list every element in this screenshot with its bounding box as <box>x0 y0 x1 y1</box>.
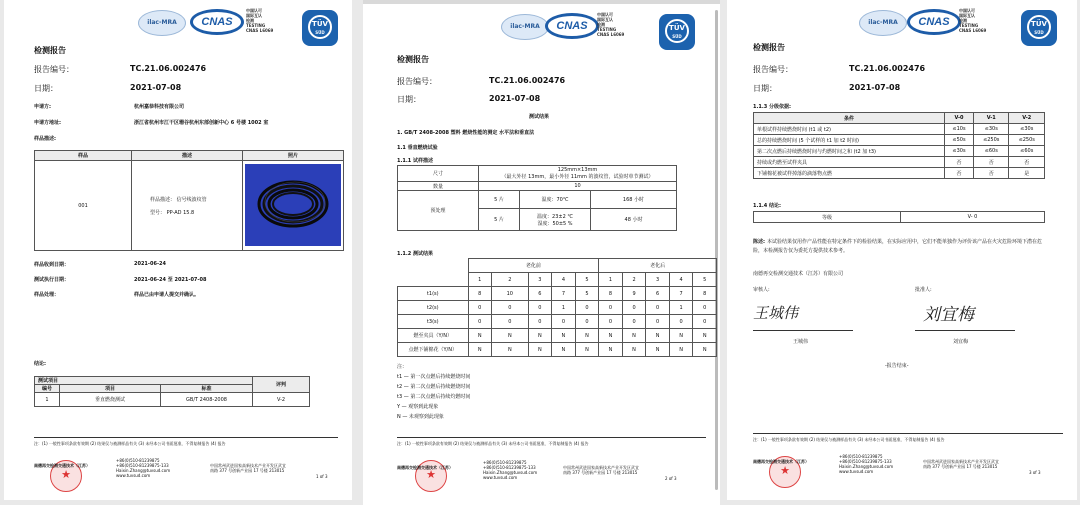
results-cell: N <box>646 343 670 357</box>
qty-value: 10 <box>479 182 677 191</box>
results-cell: 0 <box>492 301 529 315</box>
date-label: 日期： <box>397 95 421 104</box>
footer-note: 注：(1) 一般性事项条款有效期 (2) 结果仅与被测样品有关 (3) 未经本公司书面批准，不得复制报告 (4) 报告 <box>397 441 589 446</box>
approver-signature: 刘宜梅 <box>923 305 974 325</box>
footer-address: 中国常州武进国家高新技术产业开发区武宜 南路 377 号创新产业园 17 号楼 213015 <box>563 465 639 475</box>
applicant: 杭州嘉恭科技有限公司 <box>134 104 185 110</box>
results-row <box>398 315 717 329</box>
reviewer-signature: 王城伟 <box>753 304 799 322</box>
results-cell: 6 <box>528 287 552 301</box>
footer-note: 注：(1) 一般性事项条款有效期 (2) 结果仅与被测样品有关 (3) 未经本公司书面批准，不得复制报告 (4) 报告 <box>34 441 226 446</box>
page-scrollbar[interactable] <box>715 10 718 490</box>
results-before-aging: 老化前 <box>468 259 599 273</box>
reviewer-sign-line <box>753 330 853 331</box>
results-row <box>398 329 717 343</box>
results-cell: 0 <box>468 315 492 329</box>
grading-condition: 下铺棉花被试样掉落的滴落物点燃 <box>754 168 945 179</box>
company-seal: ★ <box>769 456 801 488</box>
grading-limit: ≤10s <box>945 124 974 135</box>
sample-photo-cell <box>243 161 344 251</box>
results-cell: 0 <box>528 301 552 315</box>
results-cell: 0 <box>646 315 670 329</box>
report-date: 2021-07-08 <box>130 83 182 92</box>
report-no-label: 报告编号： <box>753 65 793 74</box>
report-page-2 <box>363 0 720 505</box>
company-name: 南德再交检测交通技术（江苏）有限公司 <box>753 271 844 277</box>
results-after-aging: 老化后 <box>599 259 717 273</box>
results-cell: 7 <box>669 287 693 301</box>
results-cell: 0 <box>492 315 529 329</box>
precond-2-time: 48 小时 <box>591 209 677 231</box>
grading-condition: 单根试样持续燃烧时间 (t1 或 t2) <box>754 124 945 135</box>
report-title: 检测报告 <box>753 43 785 52</box>
results-cell: 8 <box>468 287 492 301</box>
results-row-label: t2(s) <box>398 301 469 315</box>
conclusion-verdict: V-2 <box>253 393 310 407</box>
results-cell: 1 <box>669 301 693 315</box>
results-cell: 0 <box>599 301 623 315</box>
report-end: -报告结束- <box>885 363 909 369</box>
footer-contacts: +86(0)510-81239875 +86(0)510-81239875-133 Haixin.Zhang@tuvsud.com www.tuvsud.com <box>116 458 171 478</box>
col-sample: 样品 <box>35 151 132 161</box>
grading-limit: 否 <box>974 157 1009 168</box>
precond-2-cond: 温度：23±2 ℃ 湿度：50±5 % <box>520 209 591 231</box>
cnas-accreditation-text: 中国认可 国际互认 检测 TESTING CNAS L6069 <box>597 12 625 37</box>
footer-divider <box>397 437 706 438</box>
results-cell: 1 <box>552 301 576 315</box>
grading-limit: 否 <box>974 168 1009 179</box>
approver-sign-line <box>915 330 1015 331</box>
results-cell: 9 <box>622 287 646 301</box>
grading-table <box>753 112 1045 179</box>
footer-company: 南德再交检测交通技术（江苏） <box>397 465 453 470</box>
results-row-label: 点燃下铺棉花（Y/N） <box>398 343 469 357</box>
specimen-table <box>397 165 677 231</box>
standard-title: 1. GB/T 2408-2008 塑料 燃烧性能的测定 水平法和垂直法 <box>397 130 535 136</box>
results-cell: 0 <box>693 301 717 315</box>
results-cell: 0 <box>468 301 492 315</box>
results-cell: N <box>528 343 552 357</box>
level-value: V- 0 <box>901 212 1045 223</box>
grading-condition: 持续或灼燃至试样夹具 <box>754 157 945 168</box>
qty-label: 数量 <box>398 182 479 191</box>
sample-number: 2 <box>622 273 646 287</box>
statement: 本试验结果仅用作产品性能在特定条件下的检验结果，在实际应用中，它们不能单独作为评价该产品在火灾危险环境下潜在危险，本检测报告仅为委托方提供技术参考。 <box>753 239 1043 254</box>
results-cell: 0 <box>528 315 552 329</box>
section-title: 测试结果 <box>529 114 550 120</box>
results-cell: 8 <box>693 287 717 301</box>
results-cell: 0 <box>669 315 693 329</box>
results-row <box>398 343 717 357</box>
results-corner <box>398 259 469 287</box>
precond-1-qty: 5 片 <box>479 191 520 209</box>
conclusion-item: 垂直燃烧测试 <box>60 393 161 407</box>
footer-note: 注：(1) 一般性事项条款有效期 (2) 结果仅与被测样品有关 (3) 未经本公司书面批准，不得复制报告 (4) 报告 <box>753 437 945 442</box>
results-row <box>398 301 717 315</box>
conclusion-table <box>34 376 310 407</box>
date-label: 日期： <box>34 84 58 93</box>
results-cell: 8 <box>599 287 623 301</box>
grading-row <box>754 157 1045 168</box>
grading-condition: 总的持续燃烧时间 (5 个试样的 t1 加 t2 时间) <box>754 135 945 146</box>
col-condition: 条件 <box>754 113 945 124</box>
sample-number: 3 <box>528 273 552 287</box>
sample-number: 4 <box>669 273 693 287</box>
company-seal: ★ <box>50 460 82 492</box>
footer-company: 南德再交检测交通技术（江苏） <box>753 459 809 464</box>
grading-row <box>754 146 1045 157</box>
sample-number: 5 <box>693 273 717 287</box>
subsection-1-1-3: 1.1.3 分级依据: <box>753 104 791 110</box>
grading-limit: ≤60s <box>1009 146 1045 157</box>
level-table <box>753 211 1045 223</box>
footer-address: 中国常州武进国家高新技术产业开发区武宜 南路 377 号创新产业园 17 号楼 213015 <box>210 463 286 473</box>
precond-2-qty: 5 片 <box>479 209 520 231</box>
cnas-accreditation-text: 中国认可 国际互认 检测 TESTING CNAS L6069 <box>959 8 987 33</box>
results-cell: N <box>622 343 646 357</box>
sample-number: 1 <box>599 273 623 287</box>
results-cell: N <box>669 329 693 343</box>
results-cell: 0 <box>599 315 623 329</box>
results-row-label: t3(s) <box>398 315 469 329</box>
size-value: 125mm×13mm （最大外径 13mm，最小外径 11mm 的波纹管，试验时单节测试） <box>479 166 677 182</box>
tuv-sud-logo: TÜV SÜD <box>659 14 695 50</box>
precond-1-time: 168 小时 <box>591 191 677 209</box>
results-cell: 6 <box>646 287 670 301</box>
disposal-label: 样品处理： <box>34 292 60 298</box>
footer-contacts: +86(0)510-81239875 +86(0)510-81239875-133 Haixin.Zhang@tuvsud.com www.tuvsud.com <box>839 454 894 474</box>
results-cell: 0 <box>693 315 717 329</box>
conclusion-standard: GB/T 2408-2008 <box>161 393 253 407</box>
results-cell: 0 <box>646 301 670 315</box>
results-cell: N <box>552 343 576 357</box>
grading-row <box>754 124 1045 135</box>
sample-description: 样品描述： 信号线波纹管 型号： PP-AD 15.8 <box>132 161 243 251</box>
col-verdict: 评判 <box>253 377 310 393</box>
report-page-3 <box>727 0 1077 500</box>
grading-row <box>754 135 1045 146</box>
report-header <box>4 6 352 50</box>
sample-number: 5 <box>575 273 599 287</box>
reviewer-label: 审核人: <box>753 287 770 293</box>
grading-limit: 是 <box>1009 168 1045 179</box>
sample-number: 3 <box>646 273 670 287</box>
col-desc: 描述 <box>132 151 243 161</box>
report-header <box>363 10 720 54</box>
results-cell: N <box>468 343 492 357</box>
received-date: 2021-06-24 <box>134 261 166 267</box>
results-cell: 0 <box>575 315 599 329</box>
col-v1: V-1 <box>974 113 1009 124</box>
cnas-logo: CNAS <box>545 13 599 39</box>
col-v2: V-2 <box>1009 113 1045 124</box>
ilac-mra-logo: ilac-MRA <box>501 14 549 40</box>
report-no: TC.21.06.002476 <box>130 64 207 73</box>
grading-limit: ≤60s <box>974 146 1009 157</box>
viewer-top-bar <box>363 0 720 4</box>
address-label: 申请方地址: <box>34 120 62 126</box>
subsection-1-1: 1.1 垂直燃烧试验 <box>397 145 438 151</box>
address: 浙江省杭州市江干区珊谷杭州东部创新中心 6 号楼 1002 室 <box>134 120 269 126</box>
results-row <box>398 287 717 301</box>
report-title: 检测报告 <box>34 46 66 55</box>
report-date: 2021-07-08 <box>849 83 901 92</box>
results-cell: N <box>599 343 623 357</box>
cnas-logo: CNAS <box>907 9 961 35</box>
grading-limit: ≤30s <box>945 146 974 157</box>
subsection-1-1-4: 1.1.4 结论: <box>753 203 781 209</box>
results-cell: N <box>468 329 492 343</box>
results-cell: N <box>646 329 670 343</box>
ilac-mra-logo: ilac-MRA <box>859 10 907 36</box>
report-page-1 <box>4 0 352 500</box>
footer-divider <box>34 437 338 438</box>
approver-name: 刘宜梅 <box>953 339 969 345</box>
results-row-label: 燃至夹具（Y/N） <box>398 329 469 343</box>
report-date: 2021-07-08 <box>489 94 541 103</box>
company-seal: ★ <box>415 460 447 492</box>
results-cell: 0 <box>552 315 576 329</box>
sample-id: 001 <box>35 161 132 251</box>
applicant-label: 申请方: <box>34 104 51 110</box>
grading-limit: ≤30s <box>1009 124 1045 135</box>
footer-contacts: +86(0)510-81239875 +86(0)510-81239875-133 Haixin.Zhang@tuvsud.com www.tuvsud.com <box>483 460 538 480</box>
col-standard: 标准 <box>161 385 253 393</box>
grading-limit: 否 <box>945 157 974 168</box>
received-label: 样品收到日期： <box>34 262 70 268</box>
approver-label: 批准人: <box>915 287 932 293</box>
test-period-label: 测试执行日期： <box>34 277 70 283</box>
tuv-sud-logo: TÜV SÜD <box>302 10 338 46</box>
size-label: 尺寸 <box>398 166 479 182</box>
cnas-accreditation-text: 中国认可 国际互认 检测 TESTING CNAS L6069 <box>246 8 274 33</box>
results-cell: N <box>575 329 599 343</box>
tuv-sud-logo: TÜV SÜD <box>1021 10 1057 46</box>
reviewer-name: 王城伟 <box>793 339 809 345</box>
footer-divider <box>753 433 1063 434</box>
conclusion-no: 1 <box>35 393 60 407</box>
results-cell: N <box>622 329 646 343</box>
results-cell: N <box>693 343 717 357</box>
col-v0: V-0 <box>945 113 974 124</box>
footer-address: 中国常州武进国家高新技术产业开发区武宜 南路 377 号创新产业园 17 号楼 213015 <box>923 459 999 469</box>
grading-limit: 否 <box>945 168 974 179</box>
results-cell: 0 <box>622 301 646 315</box>
report-no: TC.21.06.002476 <box>489 76 566 85</box>
date-label: 日期： <box>753 84 777 93</box>
col-item: 项目 <box>60 385 161 393</box>
col-photo: 照片 <box>243 151 344 161</box>
col-no: 编号 <box>35 385 60 393</box>
page-number: 1 of 3 <box>316 474 328 479</box>
results-cell: 0 <box>575 301 599 315</box>
report-no-label: 报告编号： <box>397 77 437 86</box>
grading-limit: 否 <box>1009 157 1045 168</box>
subsection-1-1-2: 1.1.2 测试结果 <box>397 251 433 257</box>
results-notes: 注： t1 — 第一次点燃后持续燃烧时间 t2 — 第二次点燃后持续燃烧时间 t3 — 第二次点燃后持续灼燃时间 Y — 观察到此现象 N — 未观察到此现象 <box>397 364 471 420</box>
results-cell: 5 <box>575 287 599 301</box>
grading-condition: 第二次点燃后持续燃烧时间与灼燃时间之和 (t2 加 t3) <box>754 146 945 157</box>
grading-limit: ≤250s <box>974 135 1009 146</box>
footer-company: 南德再交检测交通技术（江苏） <box>34 463 90 468</box>
results-cell: N <box>492 343 529 357</box>
grading-limit: ≤250s <box>1009 135 1045 146</box>
results-cell: N <box>669 343 693 357</box>
statement-label: 陈述: <box>753 239 765 245</box>
subsection-1-1-1: 1.1.1 试样描述 <box>397 158 433 164</box>
results-cell: N <box>552 329 576 343</box>
conclusion-label: 结论: <box>34 361 46 367</box>
precond-1-temp: 温度：70℃ <box>520 191 591 209</box>
results-cell: 7 <box>552 287 576 301</box>
precond-label: 预处理 <box>398 191 479 231</box>
results-table <box>397 258 717 357</box>
grading-limit: ≤30s <box>974 124 1009 135</box>
results-cell: N <box>492 329 529 343</box>
level-label: 等级 <box>754 212 901 223</box>
sample-table <box>34 150 344 251</box>
results-cell: N <box>693 329 717 343</box>
ilac-mra-logo: ilac-MRA <box>138 10 186 36</box>
results-row-label: t1(s) <box>398 287 469 301</box>
sample-number: 2 <box>492 273 529 287</box>
disposal: 样品已由申请人提交并确认。 <box>134 292 200 298</box>
sample-number: 4 <box>552 273 576 287</box>
results-cell: 0 <box>622 315 646 329</box>
sample-desc-label: 样品描述: <box>34 136 56 142</box>
sample-number: 1 <box>468 273 492 287</box>
report-title: 检测报告 <box>397 55 429 64</box>
report-no: TC.21.06.002476 <box>849 64 926 73</box>
report-no-label: 报告编号： <box>34 65 74 74</box>
test-period: 2021-06-24 至 2021-07-08 <box>134 277 207 283</box>
grading-row <box>754 168 1045 179</box>
results-cell: 10 <box>492 287 529 301</box>
conclusion-group: 测试项目 <box>35 377 253 385</box>
page-number: 2 of 3 <box>665 476 677 481</box>
cnas-logo: CNAS <box>190 9 244 35</box>
grading-limit: ≤50s <box>945 135 974 146</box>
results-cell: N <box>528 329 552 343</box>
page-number: 3 of 3 <box>1029 470 1041 475</box>
results-cell: N <box>575 343 599 357</box>
sample-photo <box>245 164 341 246</box>
results-cell: N <box>599 329 623 343</box>
